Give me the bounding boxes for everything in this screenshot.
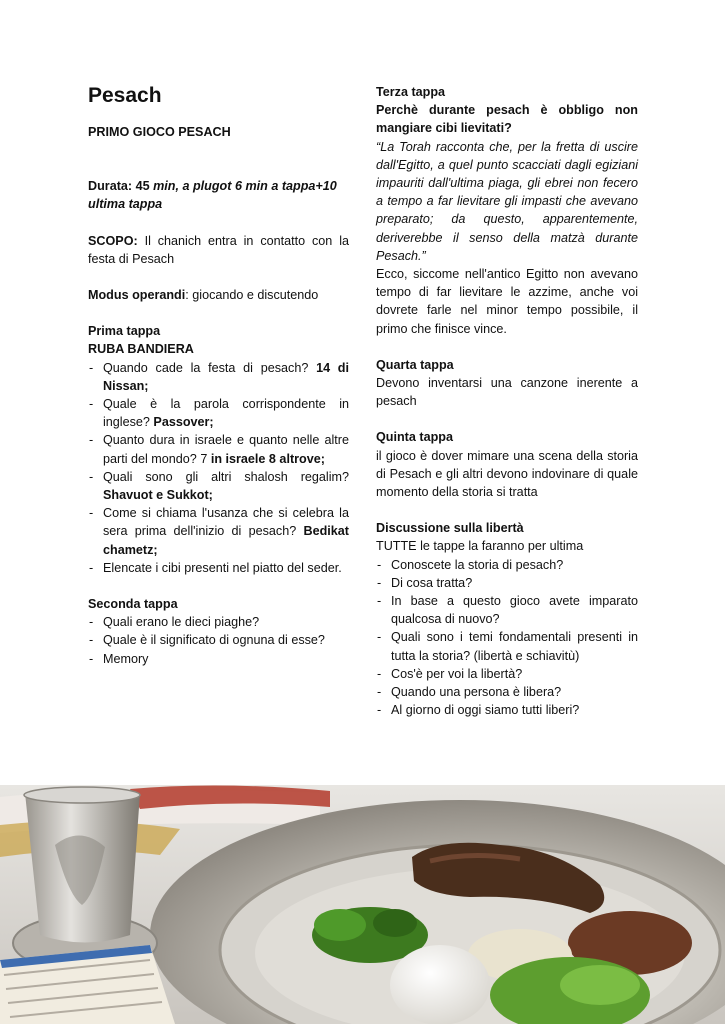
list-item: - Quale è la parola corrispondente in inglese? Passover; — [88, 395, 349, 431]
terza-tappa-question: Perchè durante pesach è obbligo non mangiare cibi lievitati? — [376, 103, 638, 136]
list-item: - Quanto dura in israele e quanto nelle altre parti del mondo? 7 in israele 8 altrove; — [88, 431, 349, 467]
list-item: - Memory — [88, 650, 349, 668]
seconda-tappa-heading: Seconda tappa — [88, 597, 178, 612]
page-title: Pesach — [88, 84, 162, 107]
list-item: - Quando una persona è libera? — [376, 683, 638, 701]
list-item: - Quali sono i temi fondamentali presenti in tutta la storia? (libertà e schiavitù) — [376, 628, 638, 664]
scopo-line: SCOPO: Il chanich entra in contatto con la festa di Pesach — [88, 233, 349, 266]
discussione-list — [376, 556, 638, 720]
quarta-tappa-text: Devono inventarsi una canzone inerente a pesach — [376, 376, 638, 409]
list-item: - Conoscete la storia di pesach? — [376, 556, 638, 574]
terza-tappa-quote: “La Torah racconta che, per la fretta di uscire dall'Egitto, a quel punto scacciati dagli egiziani impauriti dall'ultima piaga, gli ebrei non fecero a tempo a far lievitare gli impasti che avevano preparato; da questo, apparentemente, deriverebbe il senso della matzà durante Pesach.” — [376, 139, 638, 263]
prima-tappa-list — [88, 359, 349, 577]
terza-tappa-heading: Terza tappa — [376, 85, 446, 99]
left-column — [88, 83, 349, 668]
seder-plate-photo — [0, 785, 725, 1024]
right-column — [376, 83, 638, 720]
list-item: - Quali sono gli altri shalosh regalim? Shavuot e Sukkot; — [88, 468, 349, 504]
prima-tappa-subheading: RUBA BANDIERA — [88, 342, 194, 357]
modus-line: Modus operandi: giocando e discutendo — [88, 288, 319, 303]
quarta-tappa-heading: Quarta tappa — [376, 357, 454, 372]
egg-icon — [390, 945, 490, 1024]
discussione-intro: TUTTE le tappe la faranno per ultima — [376, 539, 584, 554]
quinta-tappa-heading: Quinta tappa — [376, 430, 453, 445]
terza-tappa-text: Ecco, siccome nell'antico Egitto non avevano tempo di far lievitare le azzime, anche voi dovrete farle nel minor tempo possibile, il primo che finisce vince. — [376, 267, 638, 336]
prima-tappa-heading: Prima tappa — [88, 324, 161, 339]
game-subtitle: PRIMO GIOCO PESACH — [88, 125, 231, 139]
list-item: - Al giorno di oggi siamo tutti liberi? — [376, 701, 638, 719]
list-item: - Come si chiama l'usanza che si celebra la sera prima dell'inizio di pesach? Bedikat chametz; — [88, 504, 349, 559]
list-item: - Cos'è per voi la libertà? — [376, 665, 638, 683]
list-item: - Quale è il significato di ognuna di esse? — [88, 631, 349, 649]
discussione-heading: Discussione sulla libertà — [376, 521, 524, 536]
seconda-tappa-list — [88, 613, 349, 668]
list-item: - In base a questo gioco avete imparato qualcosa di nuovo? — [376, 592, 638, 628]
durata-line: Durata: 45 min, a plugot 6 min a tappa+10 ultima tappa — [88, 179, 337, 212]
quinta-tappa-text: il gioco è dover mimare una scena della storia di Pesach e gli altri devono indovinare di quale momento della storia si tratta — [376, 448, 638, 500]
list-item: - Quali erano le dieci piaghe? — [88, 613, 349, 631]
list-item: - Quando cade la festa di pesach? 14 di Nissan; — [88, 359, 349, 395]
list-item: - Elencate i cibi presenti nel piatto del seder. — [88, 559, 349, 577]
list-item: - Di cosa tratta? — [376, 574, 638, 592]
